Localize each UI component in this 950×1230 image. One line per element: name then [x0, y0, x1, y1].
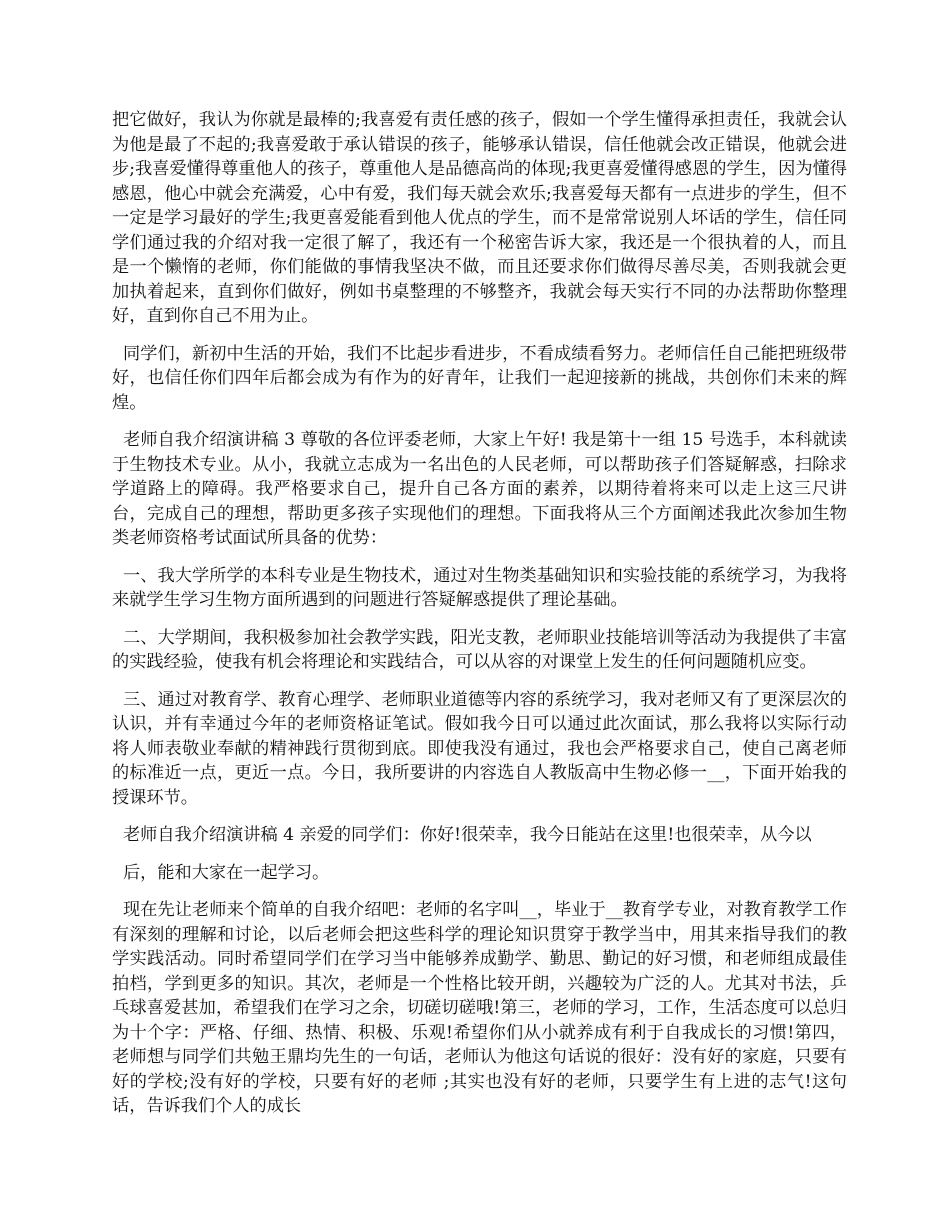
paragraph-3: 老师自我介绍演讲稿 3 尊敬的各位评委老师，大家上午好! 我是第十一组 15 号选手，本科就读于生物技术专业。从小，我就立志成为一名出色的人民老师，可以帮助孩子们答疑解惑，扫除求学道路上的障碍。我严格要求自己，提升自己各方面的素养，以期待着将来可以走上这三尺讲台，完成自己的理想，帮助更多孩子实现他们的理想。下面我将从三个方面阐述我此次参加生物类老师资格考试面试所具备的优势：: [112, 430, 847, 548]
paragraph-6: 三、通过对教育学、教育心理学、老师职业道德等内容的系统学习，我对老师又有了更深层次的认识，并有幸通过今年的老师资格证笔试。假如我今日可以通过此次面试，那么我将以实际行动将人师表敬业奉献的精神践行贯彻到底。即使我没有通过，我也会严格要求自己，使自己离老师的标准近一点，更近一点。今日，我所要讲的内容选自人教版高中生物必修一__，下面开始我的授课环节。: [112, 689, 847, 808]
paragraph-7: 老师自我介绍演讲稿 4 亲爱的同学们：你好!很荣幸，我今日能站在这里!也很荣幸，从今以: [112, 825, 812, 845]
paragraph-1: 把它做好，我认为你就是最棒的;我喜爱有责任感的孩子，假如一个学生懂得承担责任，我就会认为他是最了不起的;我喜爱敢于承认错误的孩子，能够承认错误，信任他就会改正错误，他就会进步;我喜爱懂得尊重他人的孩子，尊重他人是品德高尚的体现;我更喜爱懂得感恩的学生，因为懂得感恩，他心中就会充满爱，心中有爱，我们每天就会欢乐;我喜爱每天都有一点进步的学生，但不一定是学习最好的学生;我更喜爱能看到他人优点的学生，而不是常常说别人坏话的学生，信任同学们通过我的介绍对我一定很了解了，我还有一个秘密告诉大家，我还是一个很执着的人，而且是一个懒惰的老师，你们能做的事情我坚决不做，而且还要求你们做得尽善尽美，否则我就会更加执着起来，直到你们做好，例如书桌整理的不够整齐，我就会每天实行不同的办法帮助你整理好，直到你自己不用为止。: [112, 110, 847, 326]
paragraph-9: 现在先让老师来个简单的自我介绍吧：老师的名字叫__，毕业于__教育学专业，对教育教学工作有深刻的理解和讨论，以后老师会把这些科学的理论知识贯穿于教学当中，用其来指导我们的教学实践活动。同时希望同学们在学习当中能够养成勤学、勤思、勤记的好习惯，和老师组成最佳拍档，学到更多的知识。其次，老师是一个性格比较开朗，兴趣较为广泛的人。尤其对书法，乒乓球喜爱甚加，希望我们在学习之余，切磋切磋哦!第三，老师的学习，工作，生活态度可以总归为十个字：严格、仔细、热情、积极、乐观!希望你们从小就养成有利于自我成长的习惯!第四，老师想与同学们共勉王鼎均先生的一句话，老师认为他这句话说的很好：没有好的家庭，只要有好的学校;没有好的学校，只要有好的老师 ;其实也没有好的老师，只要学生有上进的志气!这句话，告诉我们个人的成长: [112, 900, 847, 1116]
document-body: [112, 108, 847, 1132]
paragraph-2: 同学们，新初中生活的开始，我们不比起步看进步，不看成绩看努力。老师信任自己能把班级带好，也信任你们四年后都会成为有作为的好青年，让我们一起迎接新的挑战，共创你们未来的辉煌。: [112, 343, 847, 413]
paragraph-4: 一、我大学所学的本科专业是生物技术，通过对生物类基础知识和实验技能的系统学习，为我将来就学生学习生物方面所遇到的问题进行答疑解惑提供了理论基础。: [112, 565, 847, 610]
paragraph-5: 二、大学期间，我积极参加社会教学实践，阳光支教，老师职业技能培训等活动为我提供了丰富的实践经验，使我有机会将理论和实践结合，可以从容的对课堂上发生的任何问题随机应变。: [112, 627, 847, 672]
paragraph-8: 后，能和大家在一起学习。: [112, 862, 330, 883]
